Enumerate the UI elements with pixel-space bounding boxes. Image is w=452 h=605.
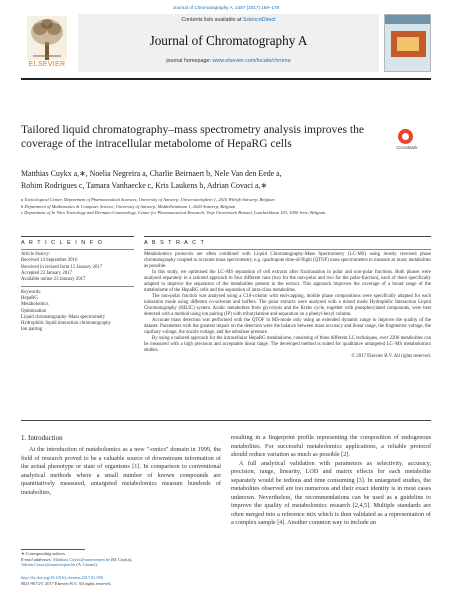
crossmark-icon	[398, 129, 413, 144]
keywords-rule	[21, 286, 134, 287]
email-label: E-mail addresses:	[21, 556, 52, 562]
abstract-paragraph: By using a tailored approach for the intracellular HepaRG metabolome, consisting of three different LC techniques, over 2200 metabolites can be measured with a high precision and acceptable linear range. The developed method is suited for qualitative untargeted LC–MS metabolomics studies.	[144, 336, 431, 354]
abstract-heading: A B S T R A C T	[144, 240, 206, 246]
journal-header	[21, 14, 431, 76]
abstract-rule-top	[144, 236, 431, 237]
crossmark-label: CrossMark	[396, 145, 418, 150]
issn-line: 0021-9673/© 2017 Elsevier B.V. All rights reserved.	[21, 580, 112, 586]
intro-paragraph: resulting in a fingerprint profile representing the composition of endogenous metabolites. For successful metabolomics applications, a reliable protocol should reduce variation as much as possible [2].	[231, 434, 431, 459]
abstract-paragraph: Accurate mass detection was performed with the QTOF in MS-mode only using an extended dynamic range to improve the quality of the dataset. Parameters with the greatest impact on the detection were the balance between mass accuracy and linear range, the fragmentor voltage, the capillary voltage, the nozzle voltage, and the nebuliser pressure.	[144, 318, 431, 336]
affiliation-c: c Department of In Vitro Toxicology and Dermato-Cosmetology, Center for Pharmaceutical Research, Vrije Universiteit Brussel, Laarbeeklaan 103, 1090 Jette, Belgium	[21, 210, 326, 216]
abstract-paragraph: Metabolomics protocols are often combined with Liquid Chromatography-Mass Spectrometry (LC-MS) using mostly reversed phase chromatography coupled to accurate mass spectrometry, e.g. quadrupole time-of-flight (QTOF) mass spectrometers to measure as many metabolites as possible.	[144, 252, 431, 270]
keyword-item: Ion pairing	[21, 327, 43, 333]
homepage-link[interactable]: www.elsevier.com/locate/chroma	[212, 58, 291, 64]
email-name-covaci: (A. Covaci).	[75, 562, 98, 568]
authors-line-2: Robim Rodrigues c, Tamara Vanhaecke c, Kris Laukens b, Adrian Covaci a,∗	[21, 181, 268, 191]
history-accepted: Accepted 22 January 2017	[21, 270, 73, 276]
doi-block	[21, 575, 241, 586]
footnote-rule	[21, 549, 85, 550]
abstract-body	[144, 252, 431, 360]
doi-link[interactable]: http://dx.doi.org/10.1016/j.chroma.2017.01.050	[21, 575, 103, 580]
affiliation-a: a Toxicological Center, Department of Pharmaceutical Sciences, University of Antwerp, Universiteitsplein 1, 2610 Wilrijk-Antwerp, Belgium	[21, 197, 275, 202]
affiliation-b: b Department of Mathematics & Computer Science, University of Antwerp, Middelheimlaan 1, 2020 Antwerp, Belgium	[21, 203, 236, 209]
keyword-item: Liquid chromatography–Mass spectrometry	[21, 314, 106, 320]
keywords	[21, 290, 134, 333]
history-received: Received 14 September 2016	[21, 258, 78, 264]
homepage-prefix: journal homepage:	[166, 58, 213, 64]
author-list	[21, 168, 411, 192]
keyword-item: Metabolomics	[21, 302, 49, 308]
email-line-2	[21, 562, 221, 568]
tree-icon	[27, 16, 67, 60]
contents-line	[78, 17, 379, 23]
keywords-label: Keywords:	[21, 290, 42, 295]
abstract-rule	[144, 249, 431, 250]
body-column-right	[231, 434, 431, 528]
email-link-cuykx[interactable]: Matthias.Cuykx@uantwerpen.be	[53, 556, 110, 562]
intro-paragraph: At the introduction of metabolomics as a new "-omics" domain in 1999, the field of research proved to be a valuable source of downstream information of the actual phenotype or state of organisms [1]. In comparison to conventional analytical methods where a small number of known compounds are quantitatively measured, untargeted metabolomics measure hundreds of metabolites,	[21, 446, 221, 496]
affiliations	[21, 197, 426, 217]
email-name-cuykx: (M. Cuykx),	[109, 556, 133, 562]
journal-cover-thumbnail	[384, 14, 431, 72]
body-rule	[21, 420, 431, 421]
info-rule-top	[21, 236, 134, 237]
cover-image-detail	[397, 37, 419, 51]
keyword-item: Optimization	[21, 308, 47, 314]
footnotes	[21, 551, 221, 568]
article-info-heading: A R T I C L E I N F O	[21, 240, 104, 246]
introduction-heading: 1. Introduction	[21, 434, 63, 442]
history-label: Article history:	[21, 252, 51, 257]
article-title: Tailored liquid chromatography–mass spectrometry analysis improves the coverage of the intracellular metabolome of HepaRG cells	[21, 123, 365, 150]
abstract-paragraph: The non-polar fraction was analysed using a C18-column with end-capping, mobile phase compositions were specifically adapted for each ionisation mode using different co-solvents and buffers. The polar extracts were analysed with a mixed mode Hydrophilic Interaction Liquid Chromatography (HILIC) system. Acidic metabolites from glycolysis and the Krebs cycle, together with phosphorylated compounds, were best detected with a method using ion pairing (IP) with tributylamine and separation on a phenyl-hexyl column.	[144, 294, 431, 318]
intro-paragraph: A full analytical validation with parameters as selectivity, accuracy, precision, range, linearity, LOD and matrix effects for each metabolite separately would be tedious and time consuming [3]. In untargeted studies, the metabolites observed are too numerous and their exact identity is in most cases unknown. Nevertheless, the recommendations can be used as a guideline to improve the quality of metabolomics research [2,4,5]. Multiple standards are often merged into a reference mix which is then validated as a representation of a complex sample [4]. Another common way to include an	[231, 459, 431, 527]
header-rule	[21, 78, 431, 80]
sciencedirect-link[interactable]: ScienceDirect	[242, 17, 276, 23]
abstract-copyright: © 2017 Elsevier B.V. All rights reserved.	[351, 354, 431, 360]
journal-reference: Journal of Chromatography A, 1487 (2017) 168–178	[172, 5, 280, 10]
keyword-item: HepaRG	[21, 296, 38, 302]
keyword-item: Hydrophilic liquid interaction chromatography	[21, 321, 111, 327]
history-online: Available online 23 January 2017	[21, 277, 86, 283]
body-column-left	[21, 446, 221, 497]
corresponding-note: ∗ Corresponding authors.	[21, 551, 67, 556]
abstract-paragraph: In this study, we optimised the LC–MS separation of cell extracts after fractionation in polar and non-polar fractions. Both phases were analysed separately in a tailored approach in four different runs (two for the non-polar and two for the polar-fraction), each of them specifically adapted to improve the separation of the metabolites present in the extract. This approach improves the coverage of a broad range of the metabolome of the HepaRG cells and the separation of intra-class metabolites.	[144, 270, 431, 294]
contents-prefix: Contents lists available at	[181, 17, 243, 23]
cover-stripe	[385, 15, 430, 24]
article-history	[21, 252, 134, 283]
email-link-covaci[interactable]: Adrian.Covaci@uantwerpen.be	[21, 562, 76, 568]
elsevier-logo	[21, 14, 73, 72]
journal-title: Journal of Chromatography A	[149, 33, 308, 48]
publisher-name: ELSEVIER	[28, 61, 66, 68]
authors-line-1: Matthias Cuykx a,∗, Noelia Negreira a, Charlie Beirnaert b, Nele Van den Eede a,	[21, 169, 282, 178]
journal-homepage	[78, 58, 379, 64]
history-revised: Received in revised form 15 January 2017	[21, 264, 103, 270]
crossmark-badge[interactable]	[384, 129, 430, 153]
info-rule	[21, 249, 134, 250]
journal-banner	[78, 14, 379, 72]
